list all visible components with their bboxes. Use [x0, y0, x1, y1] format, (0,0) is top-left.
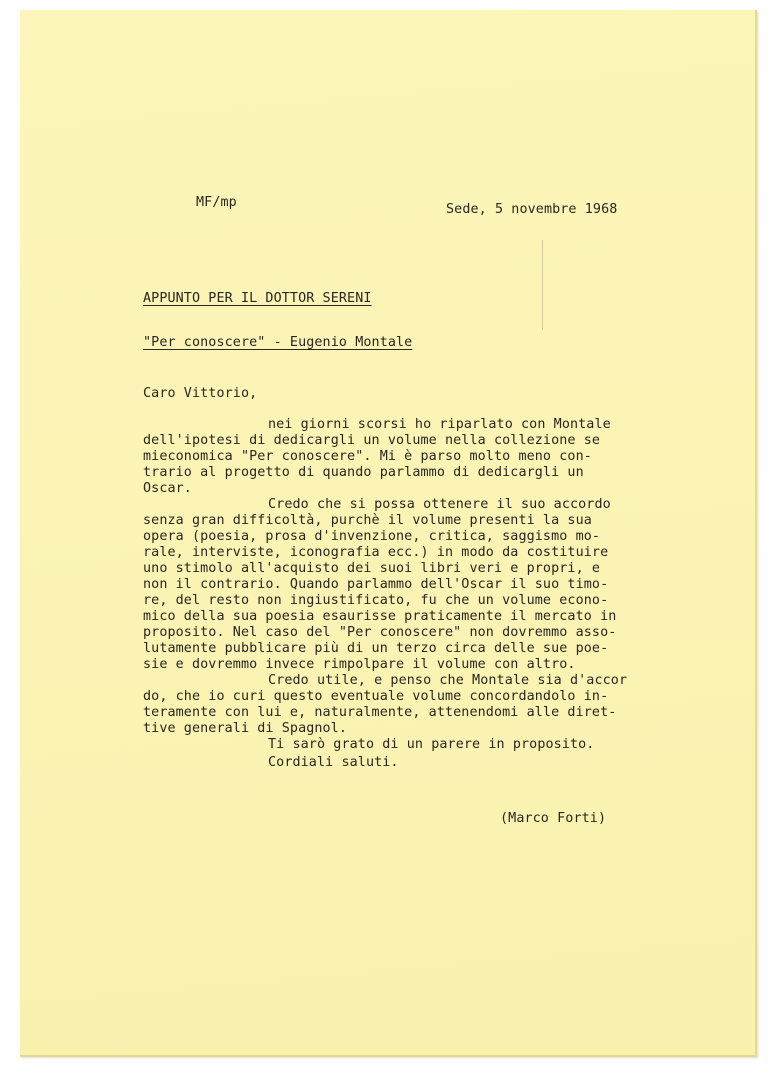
paper-fold-mark [542, 240, 543, 330]
body-line: Oscar. [143, 481, 192, 496]
memo-heading: APPUNTO PER IL DOTTOR SERENI [143, 291, 372, 306]
body-line: teramente con lui e, naturalmente, attenendomi alle diret- [143, 705, 617, 720]
body-line: uno stimolo all'acquisto dei suoi libri veri e propri, e [143, 561, 601, 576]
body-line: Credo che si possa ottenere il suo accordo [268, 497, 611, 512]
body-line: non il contrario. Quando parlammo dell'Oscar il suo timo- [143, 577, 609, 592]
body-line: Credo utile, e penso che Montale sia d'accor [268, 673, 628, 688]
body-line: mieconomica "Per conoscere". Mi è parso molto meno con- [143, 449, 592, 464]
reference-initials: MF/mp [196, 195, 237, 210]
body-line: opera (poesia, prosa d'invenzione, critica, saggismo mo- [143, 529, 601, 544]
body-line: senza gran difficoltà, purchè il volume presenti la sua [143, 513, 592, 528]
memo-subject: "Per conoscere" - Eugenio Montale [143, 335, 413, 350]
body-line: mico della sua poesia esaurisse praticamente il mercato in [143, 609, 617, 624]
salutation: Caro Vittorio, [143, 386, 258, 401]
body-line: lutamente pubblicare più di un terzo circa delle sue poe- [143, 641, 609, 656]
body-line: proposito. Nel caso del "Per conoscere" non dovremmo asso- [143, 625, 617, 640]
closing: Cordiali saluti. [268, 755, 399, 770]
body-line: re, del resto non ingiustificato, fu che un volume econo- [143, 593, 609, 608]
body-line: rale, interviste, iconografia ecc.) in modo da costituire [143, 545, 609, 560]
body-line: dell'ipotesi di dedicargli un volume nella collezione se [143, 433, 601, 448]
body-line: trario al progetto di quando parlammo di dedicargli un [143, 465, 584, 480]
body-line: tive generali di Spagnol. [143, 721, 348, 736]
place-date: Sede, 5 novembre 1968 [446, 202, 618, 217]
signature: (Marco Forti) [500, 811, 607, 826]
body-line: do, che io curi questo eventuale volume concordandolo in- [143, 689, 609, 704]
body-line: sie e dovremmo invece rimpolpare il volume con altro. [143, 657, 576, 672]
body-line: nei giorni scorsi ho riparlato con Montale [268, 417, 611, 432]
body-line: Ti sarò grato di un parere in proposito. [268, 737, 595, 752]
